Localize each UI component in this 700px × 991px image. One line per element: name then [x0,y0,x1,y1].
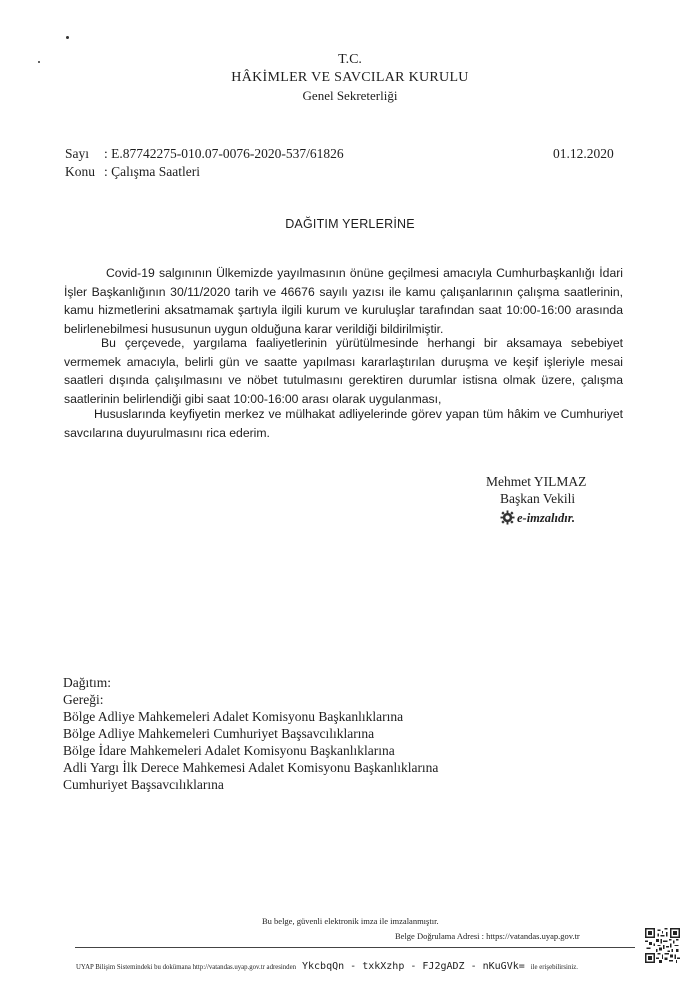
header-institution: HÂKİMLER VE SAVCILAR KURULU [231,70,469,85]
distribution-item: Cumhuriyet Başsavcılıklarına [63,777,224,792]
scan-speck [66,36,69,39]
body-paragraph-2 [64,334,623,408]
addressee: DAĞITIM YERLERİNE [285,217,415,231]
paragraph-text: Bu çerçevede, yargılama faaliyetlerinin yürütülmesinde herhangi bir aksamaya sebebiyet vermemek amacıyla, belirli gün ve saatte yapılması kararlaştırılan duruşma ve keşif işleriyle mesai saatleri dışında çalışılmasını ve nöbet tutulmasını gerektiren durumlar istisna olmak üzere, çalışma saatlerinin belirlendiği gibi saat 10:00-16:00 arası olarak uygulanması, [64,336,623,406]
e-signature-seal-icon [500,510,515,525]
uyap-access-line [76,956,646,974]
sayi-label: Sayı [65,146,90,161]
distribution-item: Adli Yargı İlk Derece Mahkemesi Adalet Komisyonu Başkanlıklarına [63,760,439,775]
sayi-value: : E.87742275-010.07-0076-2020-537/61826 [104,146,344,161]
verify-address: Belge Doğrulama Adresi : https://vatandas.uyap.gov.tr [395,931,580,941]
konu-label: Konu [65,164,95,179]
distribution-heading: Dağıtım: [63,675,111,690]
qr-code-icon [645,928,680,963]
uyap-access-prefix: UYAP Bilişim Sistemindeki bu dokümana http://vatandas.uyap.gov.tr adresinden [76,964,296,971]
esign-note: Bu belge, güvenli elektronik imza ile imzalanmıştır. [262,916,439,926]
body-paragraph-3 [64,405,623,442]
signatory-title: Başkan Vekili [500,491,576,506]
distribution-item: Bölge İdare Mahkemeleri Adalet Komisyonu Başkanlıklarına [63,743,395,758]
document-access-code: YkcbqQn - txkXzhp - FJ2gADZ - nKuGVk= [302,961,525,972]
document-date: 01.12.2020 [553,146,614,161]
paragraph-text: Hususlarında keyfiyetin merkez ve mülhakat adliyelerinde görev yapan tüm hâkim ve Cumhuriyet savcılarına duyurulmasını rica ederim. [64,407,623,440]
signatory-name: Mehmet YILMAZ [486,474,587,489]
footer-divider [75,947,635,948]
distribution-item: Bölge Adliye Mahkemeleri Cumhuriyet Başsavcılıklarına [63,726,375,741]
uyap-access-suffix: ile erişebilirsiniz. [530,964,578,971]
e-signed-label: e-imzalıdır. [517,511,575,525]
konu-value: : Çalışma Saatleri [104,164,200,179]
paragraph-text: Covid-19 salgınının Ülkemizde yayılmasının önüne geçilmesi amacıyla Cumhurbaşkanlığı İdari İşler Başkanlığının 30/11/2020 tarih ve 46676 sayılı yazısı ile kamu çalışanlarının çalışma saatlerinin, kamu hizmetlerini aksatmamak şartıyla ilgili kurum ve kuruluşlar tarafından saat 10:00-16:00 arasında belirlenebilmesi hususunun uygun olduğuna karar verildiği bildirilmiştir. [64,266,623,336]
header-tc: T.C. [338,52,362,67]
header-department: Genel Sekreterliği [302,88,398,103]
distribution-subheading: Gereği: [63,692,104,707]
distribution-item: Bölge Adliye Mahkemeleri Adalet Komisyonu Başkanlıklarına [63,709,404,724]
body-paragraph-1 [64,264,623,338]
